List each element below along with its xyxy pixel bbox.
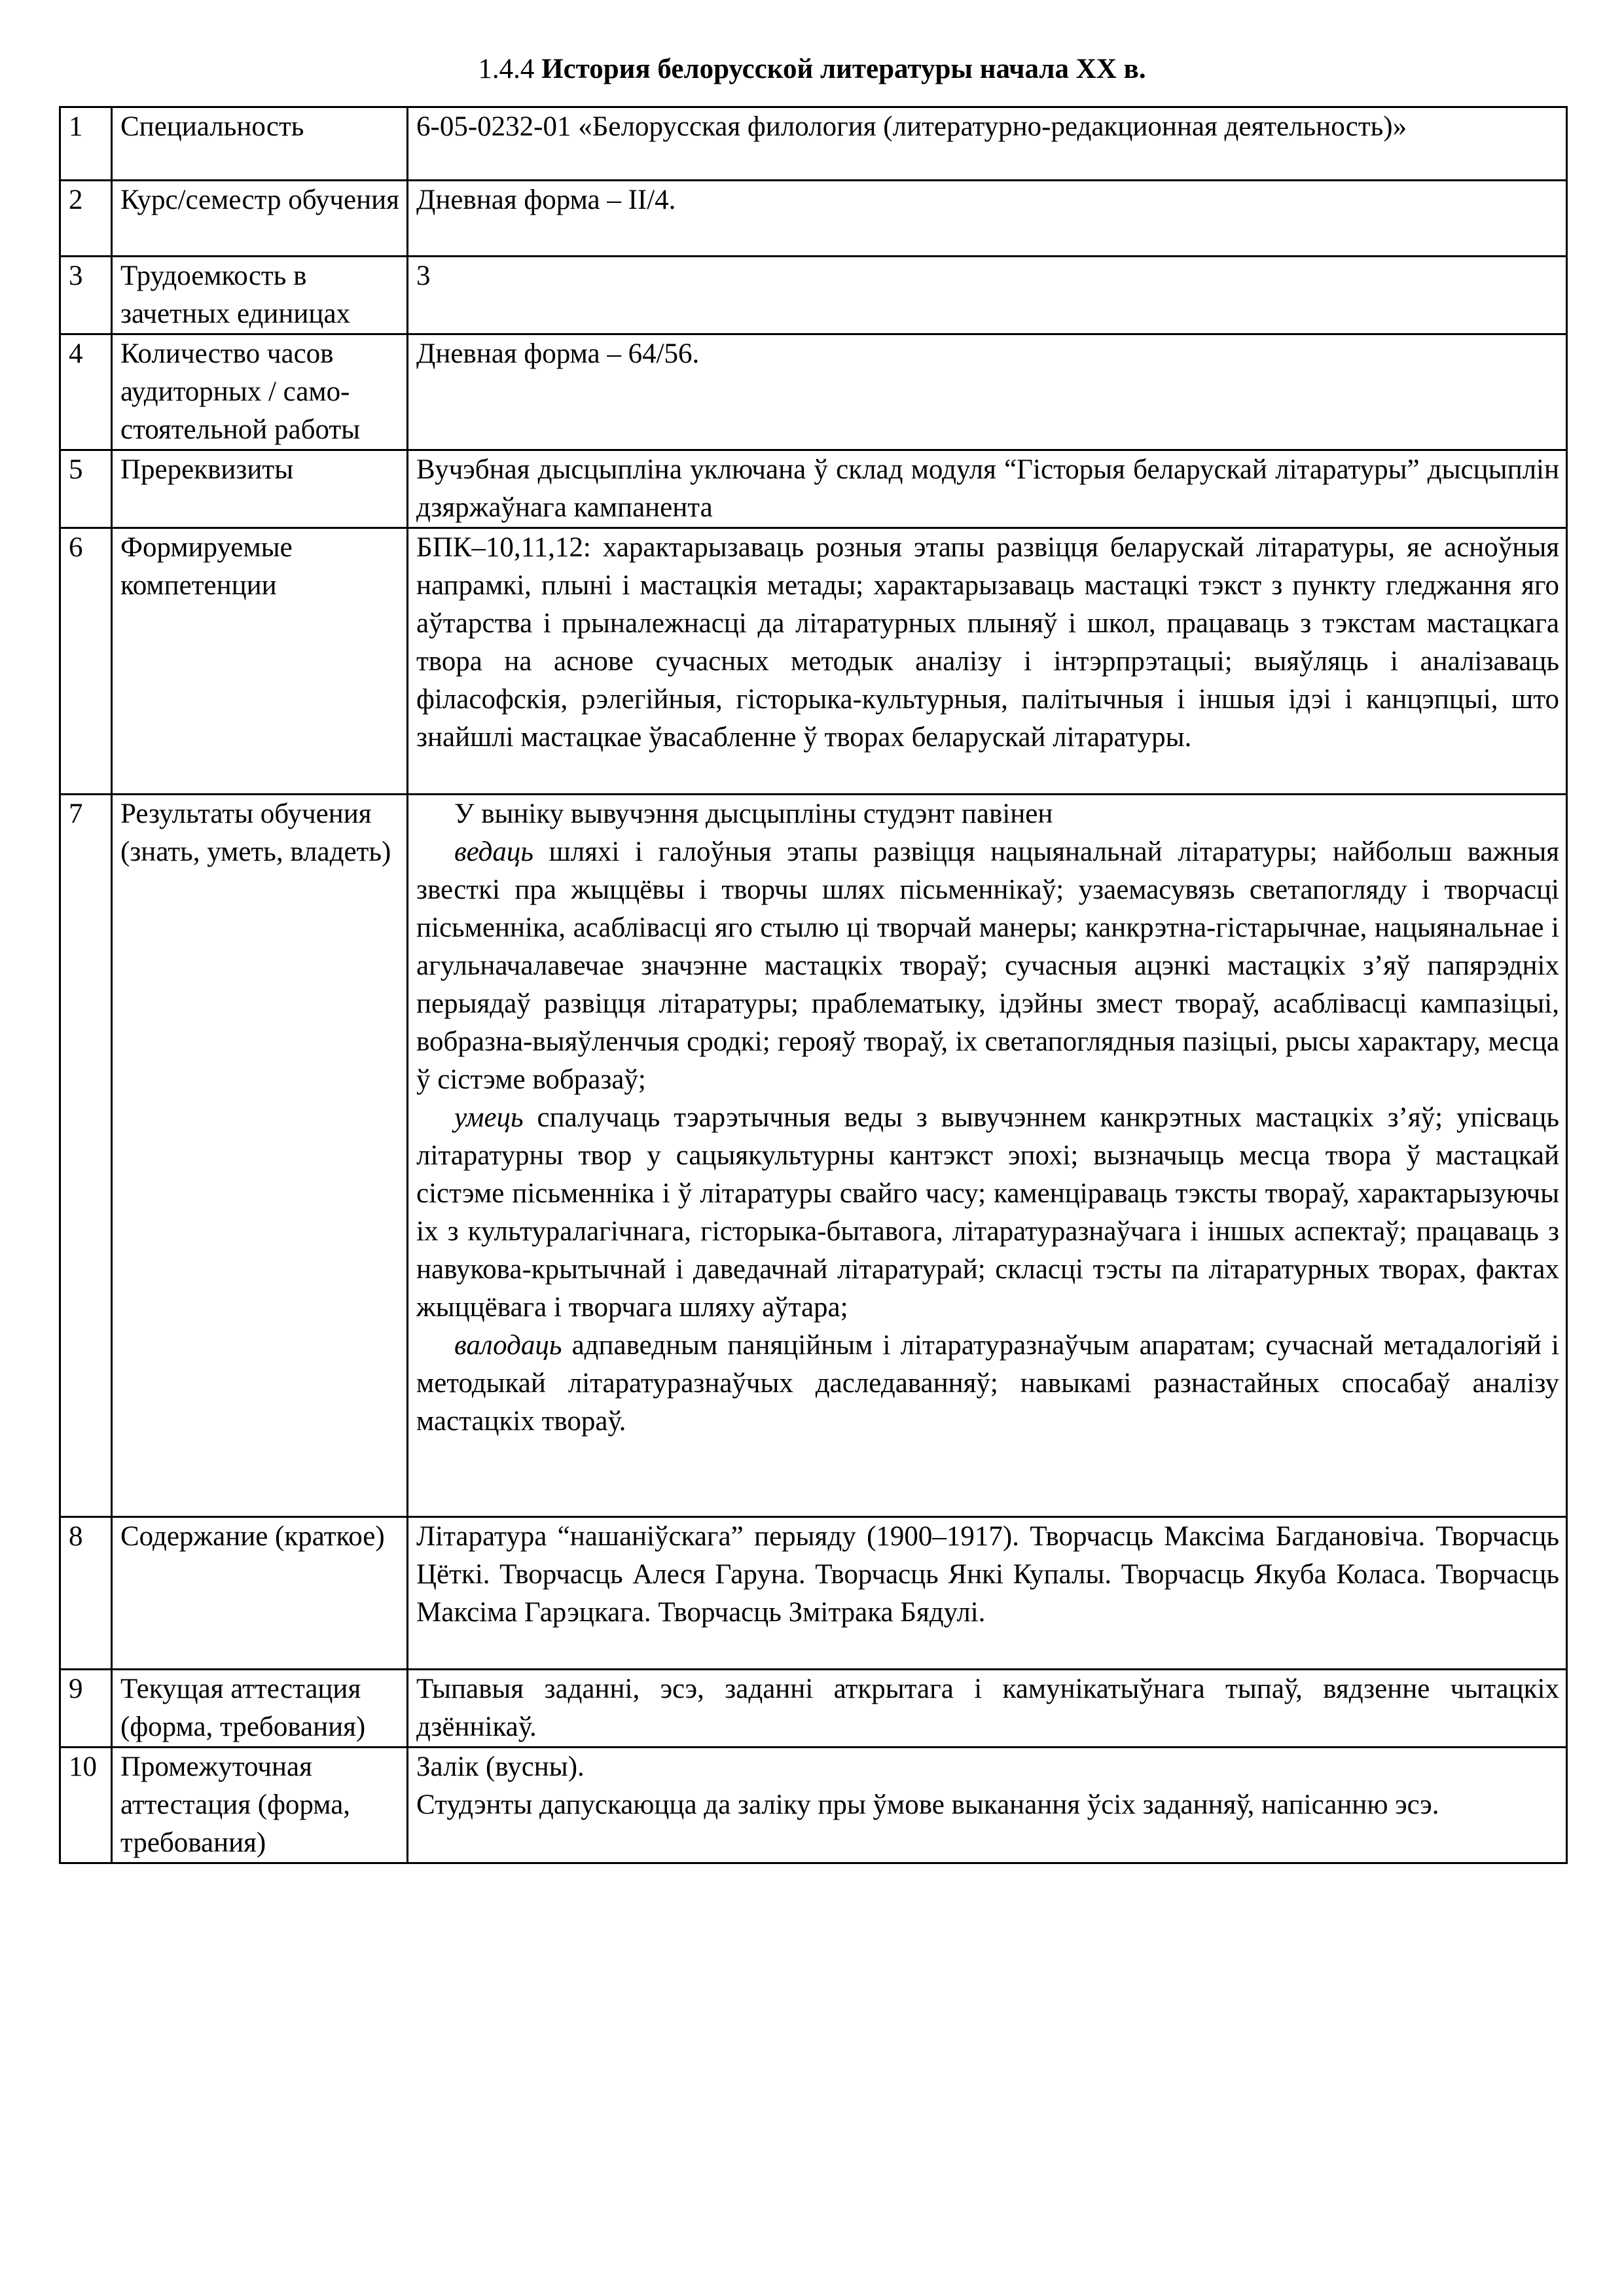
row-label: Содержание (краткое): [112, 1517, 408, 1670]
section-number: 1.4.4: [478, 54, 535, 84]
row-label: Количество часов аудиторных / само-стоятельной работы: [112, 334, 408, 450]
table-row: [60, 795, 1567, 1517]
own-keyword: валодаць: [454, 1330, 562, 1361]
row-number: 9: [60, 1670, 112, 1748]
table-row: [60, 528, 1567, 795]
row-number: 2: [60, 181, 112, 257]
page-title: [0, 50, 1624, 89]
row-label: Промежуточная аттестация (форма, требования): [112, 1748, 408, 1863]
course-description-table: [59, 106, 1568, 1864]
table-row: [60, 107, 1567, 181]
can-keyword: умець: [454, 1102, 524, 1133]
row-label: Пререквизиты: [112, 450, 408, 528]
row-label: Трудоемкость в зачетных единицах: [112, 257, 408, 334]
course-title: История белорусской литературы начала XX в.: [541, 54, 1146, 84]
row-number: 8: [60, 1517, 112, 1670]
row-label: Специальность: [112, 107, 408, 181]
outcomes-intro: У выніку вывучэння дысцыпліны студэнт павінен: [454, 798, 1053, 829]
row-value: Вучэбная дысцыпліна уключана ў склад модуля “Гісторыя беларускай літаратуры” дысцыплін дзяржаўнага кампанента: [408, 450, 1567, 528]
row-value: Дневная форма – II/4.: [408, 181, 1567, 257]
row-value: Тыпавыя заданні, эсэ, заданні аткрытага і камунікатыўнага тыпаў, вядзенне чытацкіх дзённікаў.: [408, 1670, 1567, 1748]
row-value: Дневная форма – 64/56.: [408, 334, 1567, 450]
table-row: [60, 1748, 1567, 1863]
row-value: Літаратура “нашаніўскага” перыяду (1900–1917). Творчасць Максіма Багдановіча. Творчасць Цёткі. Творчасць Алеся Гаруна. Творчасць Янкі Купалы. Творчасць Якуба Коласа. Творчасць Максіма Гарэцкага. Творчасць Змітрака Бядулі.: [408, 1517, 1567, 1670]
row-number: 1: [60, 107, 112, 181]
table-row: [60, 181, 1567, 257]
row-value: БПК–10,11,12: характарызаваць розныя этапы развіцця беларускай літаратуры, яе асноўныя напрамкі, плыні і мастацкія метады; характарызаваць мастацкі тэкст з пункту гледжання яго аўтарства і прыналежнасці да літаратурных плыняў і школ, працаваць з тэкстам мастацкага твора на аснове сучасных методык аналізу і інтэрпрэтацыі; выяўляць і аналізаваць філасофскія, рэлегійныя, гісторыка-культурныя, палітычныя і іншыя ідэі і канцэпцыі, што знайшлі мастацкае ўвасабленне ў творах беларускай літаратуры.: [408, 528, 1567, 795]
row-number: 6: [60, 528, 112, 795]
row-number: 5: [60, 450, 112, 528]
can-text: спалучаць тэарэтычныя веды з вывучэннем канкрэтных мастацкіх з’яў; упісваць літаратурны твор у сацыякультурны кантэкст эпохі; вызначыць месца твора ў мастацкай сістэме пісьменніка і ў літаратуры свайго часу; каменціраваць тэксты твораў, характарызуючы іх з культуралагічнага, гісторыка-бытавога, літаратуразнаўчага і іншых аспектаў; працаваць з навукова-крытычнай і даведачнай літаратурай; скласці тэсты па літаратурных творах, фактах жыццёвага і творчага шляху аўтара;: [416, 1102, 1559, 1323]
table-row: [60, 257, 1567, 334]
row-value: 6-05-0232-01 «Белорусская филология (литературно-редакционная деятельность)»: [408, 107, 1567, 181]
row-number: 10: [60, 1748, 112, 1863]
row-value: [408, 1748, 1567, 1863]
attestation-form: Залік (вусны).: [416, 1751, 585, 1782]
outcomes-can: [416, 1099, 1559, 1327]
table-row: [60, 1517, 1567, 1670]
outcomes-own: [416, 1327, 1559, 1441]
row-number: 7: [60, 795, 112, 1517]
row-label: Результаты обучения (знать, уметь, владеть): [112, 795, 408, 1517]
learning-outcomes: [408, 795, 1567, 1517]
know-keyword: ведаць: [454, 836, 534, 867]
row-label: Текущая аттестация (форма, требования): [112, 1670, 408, 1748]
outcomes-know: [416, 833, 1559, 1099]
row-label: Курс/семестр обучения: [112, 181, 408, 257]
know-text: шляхі і галоўныя этапы развіцця нацыянальнай літаратуры; найбольш важныя звесткі пра жыццёвы і творчы шлях пісьменнікаў; узаемасувязь светапогляду і творчасці пісьменніка, асаблівасці яго стылю ці творчай манеры; канкрэтна-гістарычнае, нацыянальнае і агульначалавечае значэнне мастацкіх твораў; сучасныя ацэнкі мастацкіх з’яў папярэдніх перыядаў развіцця літаратуры; праблематыку, ідэйны змест твораў, асаблівасці кампазіцыі, вобразна-выяўленчыя сродкі; герояў твораў, іх светапоглядныя пазіцыі, рысы характару, месца ў сістэме вобразаў;: [416, 836, 1559, 1095]
row-number: 4: [60, 334, 112, 450]
table-row: [60, 450, 1567, 528]
table-row: [60, 334, 1567, 450]
row-number: 3: [60, 257, 112, 334]
row-value: 3: [408, 257, 1567, 334]
table-row: [60, 1670, 1567, 1748]
attestation-requirements: Студэнты дапускаюцца да заліку пры ўмове выканання ўсіх заданняў, напісанню эсэ.: [416, 1789, 1439, 1820]
own-text: адпаведным паняційным і літаратуразнаўчым апаратам; сучаснай метадалогіяй і методыкай літаратуразнаўчых даследаванняў; навыкамі разнастайных спосабаў аналізу мастацкіх твораў.: [416, 1330, 1559, 1437]
row-label: Формируемые компетенции: [112, 528, 408, 795]
